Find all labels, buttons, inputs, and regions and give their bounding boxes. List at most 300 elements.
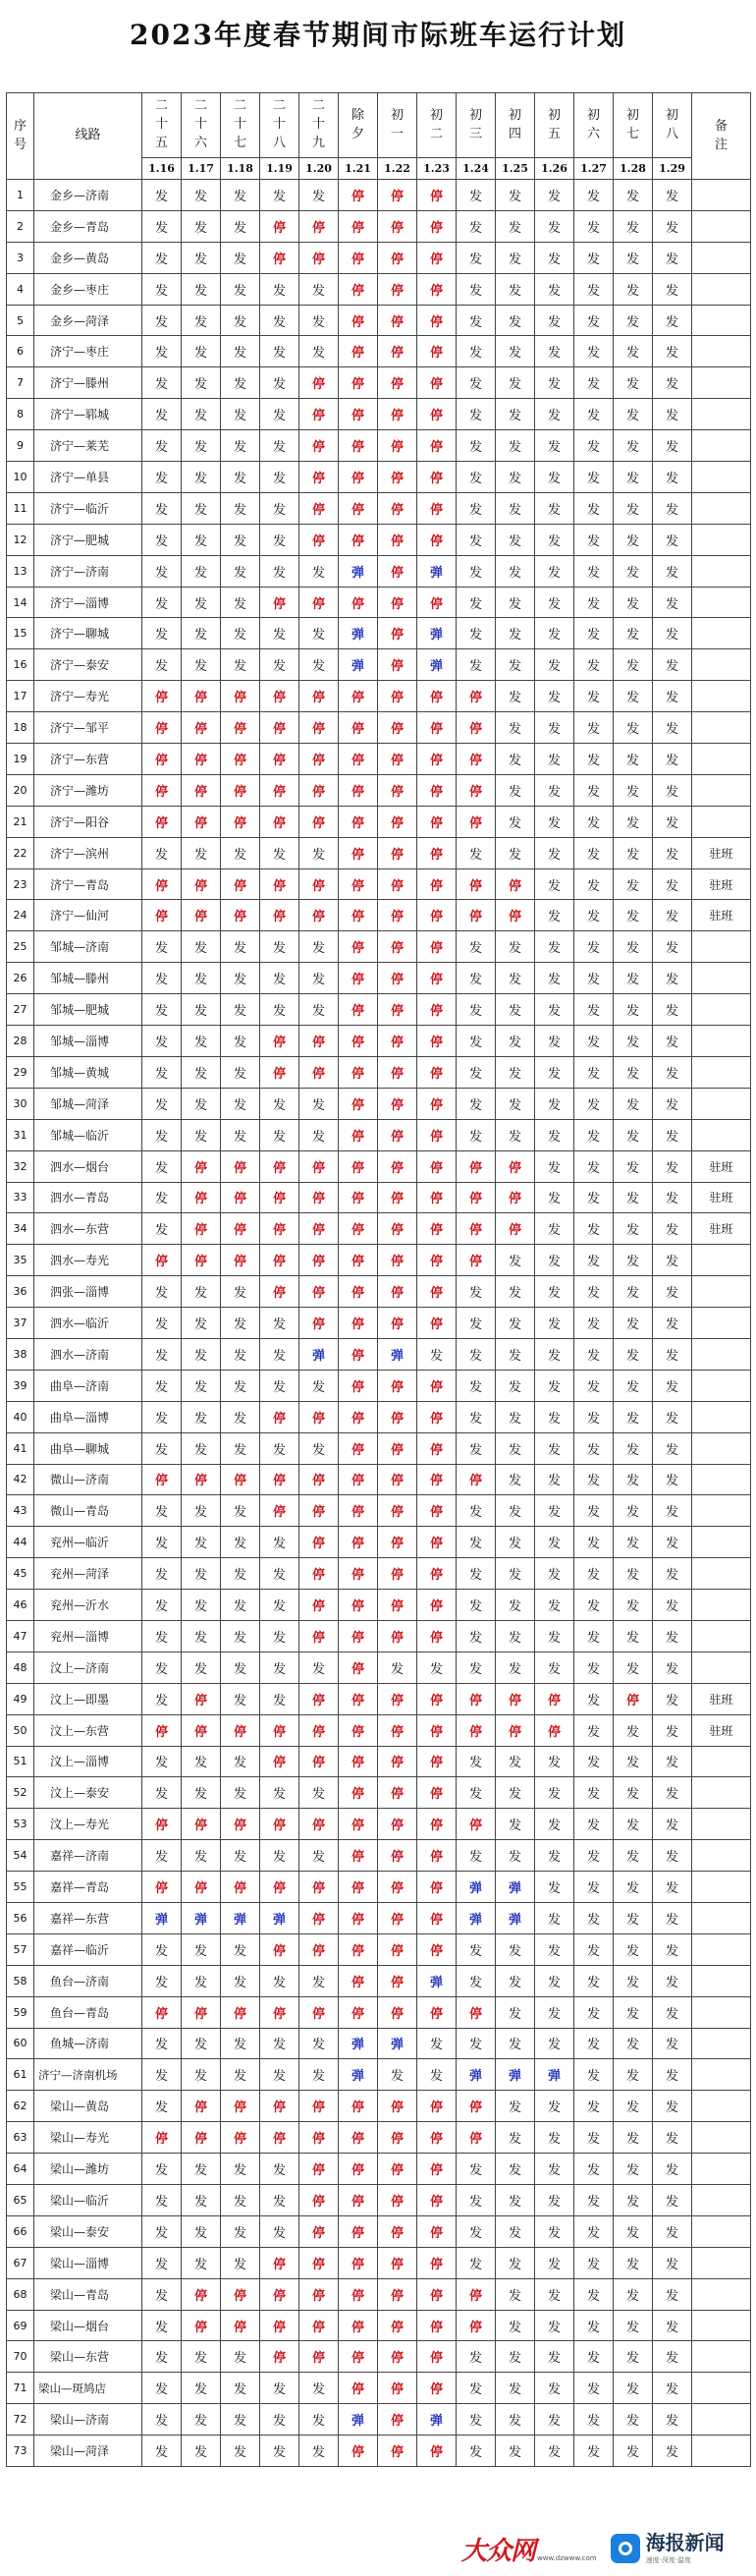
status-cell: 停: [417, 900, 457, 931]
status-cell: 发: [182, 242, 221, 273]
status-cell: 停: [221, 1714, 260, 1746]
status-cell: 发: [496, 1056, 535, 1088]
table-row: [7, 1464, 751, 1495]
status-cell: 停: [339, 931, 378, 963]
row-number: 28: [7, 1026, 34, 1057]
status-cell: 发: [182, 1933, 221, 1965]
note-cell: [692, 1026, 751, 1057]
status-cell: 发: [496, 2122, 535, 2154]
note-cell: [692, 744, 751, 775]
status-cell: 停: [417, 1276, 457, 1308]
status-cell: 弹: [339, 2059, 378, 2091]
status-cell: 停: [339, 492, 378, 524]
status-cell: 停: [142, 868, 182, 900]
header-day: 初 三: [457, 93, 496, 158]
status-cell: 停: [378, 1683, 417, 1714]
route-name: 梁山—潍坊: [34, 2154, 142, 2185]
status-cell: 停: [417, 1182, 457, 1213]
table-row: [7, 806, 751, 837]
status-cell: 发: [182, 1558, 221, 1590]
status-cell: 停: [142, 1464, 182, 1495]
table-row: [7, 1527, 751, 1558]
status-cell: 停: [260, 681, 299, 712]
status-cell: 发: [142, 1590, 182, 1621]
note-cell: [692, 1933, 751, 1965]
header-date: 1.23: [417, 158, 457, 180]
status-cell: 发: [260, 2373, 299, 2404]
route-name: 曲阜—济南: [34, 1370, 142, 1401]
status-cell: 停: [378, 305, 417, 336]
status-cell: 发: [221, 1558, 260, 1590]
status-cell: 停: [457, 1150, 496, 1182]
status-cell: 发: [574, 868, 614, 900]
status-cell: 停: [260, 242, 299, 273]
status-cell: 停: [182, 1683, 221, 1714]
status-cell: 发: [574, 587, 614, 618]
route-name: 梁山—泰安: [34, 2215, 142, 2247]
status-cell: 停: [299, 462, 339, 493]
status-cell: 发: [182, 1026, 221, 1057]
note-cell: [692, 2185, 751, 2216]
status-cell: 停: [417, 1809, 457, 1840]
status-cell: 发: [574, 1933, 614, 1965]
status-cell: 发: [653, 1590, 692, 1621]
table-row: [7, 774, 751, 806]
status-cell: 停: [299, 774, 339, 806]
status-cell: 发: [653, 1056, 692, 1088]
status-cell: 停: [378, 1119, 417, 1150]
status-cell: 发: [496, 2310, 535, 2341]
note-cell: [692, 242, 751, 273]
status-cell: 停: [378, 2436, 417, 2467]
status-cell: 停: [417, 1996, 457, 2028]
route-name: 金乡—青岛: [34, 210, 142, 242]
status-cell: 发: [535, 1558, 574, 1590]
status-cell: 发: [457, 1088, 496, 1119]
route-name: 微山—济南: [34, 1464, 142, 1495]
status-cell: 发: [142, 462, 182, 493]
table-row: [7, 2278, 751, 2310]
status-cell: 发: [653, 1182, 692, 1213]
status-cell: 停: [378, 1308, 417, 1339]
row-number: 3: [7, 242, 34, 273]
status-cell: 发: [574, 963, 614, 994]
table-row: [7, 1245, 751, 1276]
status-cell: 发: [457, 462, 496, 493]
table-row: [7, 1714, 751, 1746]
route-name: 汶上—淄博: [34, 1746, 142, 1777]
route-name: 汶上—寿光: [34, 1809, 142, 1840]
status-cell: 发: [653, 2185, 692, 2216]
header-date: 1.21: [339, 158, 378, 180]
status-cell: 停: [417, 2185, 457, 2216]
header-day: 初 一: [378, 93, 417, 158]
status-cell: 停: [299, 2310, 339, 2341]
status-cell: 发: [142, 994, 182, 1026]
status-cell: 发: [614, 1840, 653, 1872]
status-cell: 停: [299, 1872, 339, 1903]
status-cell: 发: [535, 618, 574, 649]
status-cell: 发: [574, 524, 614, 555]
status-cell: 发: [142, 1683, 182, 1714]
route-name: 金乡—枣庄: [34, 273, 142, 305]
status-cell: 发: [299, 555, 339, 587]
status-cell: 发: [142, 2373, 182, 2404]
status-cell: 发: [457, 994, 496, 1026]
status-cell: 发: [260, 336, 299, 367]
status-cell: 发: [574, 1213, 614, 1245]
status-cell: 停: [221, 1872, 260, 1903]
status-cell: 发: [614, 2215, 653, 2247]
table-row: [7, 681, 751, 712]
header-note: 备 注: [692, 93, 751, 180]
status-cell: 停: [378, 242, 417, 273]
route-name: 济宁—济南机场: [34, 2059, 142, 2091]
status-cell: 发: [221, 1276, 260, 1308]
status-cell: 停: [260, 1150, 299, 1182]
table-row: [7, 1840, 751, 1872]
status-cell: 发: [496, 305, 535, 336]
status-cell: 发: [614, 336, 653, 367]
route-name: 鱼台—济南: [34, 1965, 142, 1996]
status-cell: 发: [457, 2404, 496, 2436]
row-number: 32: [7, 1150, 34, 1182]
status-cell: 弹: [339, 649, 378, 681]
status-cell: 发: [378, 2059, 417, 2091]
status-cell: 发: [142, 1746, 182, 1777]
status-cell: 发: [142, 1026, 182, 1057]
row-number: 60: [7, 2028, 34, 2059]
status-cell: 发: [260, 1590, 299, 1621]
status-cell: 发: [653, 2059, 692, 2091]
table-row: [7, 180, 751, 211]
header-date: 1.16: [142, 158, 182, 180]
row-number: 55: [7, 1872, 34, 1903]
status-cell: 停: [260, 1401, 299, 1432]
status-cell: 停: [496, 868, 535, 900]
status-cell: 停: [260, 1495, 299, 1527]
status-cell: 发: [574, 1495, 614, 1527]
row-number: 47: [7, 1620, 34, 1652]
status-cell: 停: [299, 1401, 339, 1432]
status-cell: 发: [535, 1777, 574, 1809]
table-row: [7, 242, 751, 273]
note-cell: [692, 1308, 751, 1339]
status-cell: 发: [457, 1652, 496, 1683]
status-cell: 停: [339, 1777, 378, 1809]
status-cell: 停: [142, 774, 182, 806]
status-cell: 发: [653, 1872, 692, 1903]
status-cell: 发: [653, 774, 692, 806]
status-cell: 发: [182, 618, 221, 649]
status-cell: 发: [182, 430, 221, 462]
status-cell: 停: [221, 1182, 260, 1213]
route-name: 泗水—临沂: [34, 1308, 142, 1339]
status-cell: 发: [221, 649, 260, 681]
note-cell: [692, 1370, 751, 1401]
status-cell: 停: [339, 1056, 378, 1088]
route-name: 梁山—淄博: [34, 2247, 142, 2278]
status-cell: 发: [182, 2247, 221, 2278]
status-cell: 发: [653, 2278, 692, 2310]
status-cell: 发: [574, 1401, 614, 1432]
status-cell: 发: [221, 462, 260, 493]
status-cell: 停: [339, 1276, 378, 1308]
table-row: [7, 524, 751, 555]
route-name: 汶上—泰安: [34, 1777, 142, 1809]
table-row: [7, 336, 751, 367]
route-name: 邹城—济南: [34, 931, 142, 963]
status-cell: 弹: [339, 2404, 378, 2436]
status-cell: 停: [417, 963, 457, 994]
status-cell: 发: [574, 2059, 614, 2091]
route-name: 汶上—即墨: [34, 1683, 142, 1714]
note-cell: [692, 1245, 751, 1276]
note-cell: [692, 2278, 751, 2310]
table-row: [7, 900, 751, 931]
status-cell: 停: [457, 1996, 496, 2028]
table-row: [7, 1996, 751, 2028]
status-cell: 停: [457, 1464, 496, 1495]
status-cell: 发: [457, 210, 496, 242]
status-cell: 停: [339, 2341, 378, 2373]
status-cell: 停: [182, 681, 221, 712]
status-cell: 发: [457, 1495, 496, 1527]
status-cell: 停: [260, 2091, 299, 2122]
status-cell: 停: [339, 399, 378, 430]
status-cell: 停: [339, 774, 378, 806]
status-cell: 发: [496, 1558, 535, 1590]
status-cell: 发: [574, 2028, 614, 2059]
status-cell: 发: [574, 744, 614, 775]
status-cell: 发: [574, 367, 614, 399]
status-cell: 发: [574, 2185, 614, 2216]
status-cell: 发: [299, 1088, 339, 1119]
status-cell: 停: [496, 1683, 535, 1714]
route-name: 邹城—淄博: [34, 1026, 142, 1057]
status-cell: 发: [614, 1872, 653, 1903]
status-cell: 停: [417, 1088, 457, 1119]
status-cell: 发: [182, 1432, 221, 1464]
status-cell: 发: [457, 1401, 496, 1432]
table-row: [7, 1182, 751, 1213]
table-row: [7, 931, 751, 963]
header-date: 1.19: [260, 158, 299, 180]
status-cell: 停: [417, 430, 457, 462]
route-name: 鱼城—济南: [34, 2028, 142, 2059]
status-cell: 发: [614, 1902, 653, 1933]
row-number: 4: [7, 273, 34, 305]
status-cell: 发: [299, 1119, 339, 1150]
status-cell: 停: [299, 2341, 339, 2373]
status-cell: 发: [496, 2091, 535, 2122]
status-cell: 发: [182, 1495, 221, 1527]
status-cell: 停: [260, 1056, 299, 1088]
status-cell: 停: [417, 1026, 457, 1057]
status-cell: 发: [260, 1558, 299, 1590]
row-number: 44: [7, 1527, 34, 1558]
status-cell: 发: [574, 1150, 614, 1182]
note-cell: 驻班: [692, 1150, 751, 1182]
table-row: [7, 399, 751, 430]
status-cell: 发: [457, 180, 496, 211]
status-cell: 发: [653, 744, 692, 775]
status-cell: 停: [339, 305, 378, 336]
status-cell: 发: [182, 2341, 221, 2373]
status-cell: 发: [142, 1276, 182, 1308]
route-name: 金乡—菏泽: [34, 305, 142, 336]
row-number: 15: [7, 618, 34, 649]
status-cell: 发: [574, 1777, 614, 1809]
status-cell: 停: [221, 2310, 260, 2341]
status-cell: 停: [299, 367, 339, 399]
row-number: 68: [7, 2278, 34, 2310]
status-cell: 发: [653, 649, 692, 681]
status-cell: 停: [142, 1714, 182, 1746]
status-cell: 停: [299, 1056, 339, 1088]
status-cell: 发: [535, 2341, 574, 2373]
status-cell: 发: [574, 555, 614, 587]
status-cell: 发: [221, 399, 260, 430]
status-cell: 发: [457, 1119, 496, 1150]
route-name: 嘉祥—临沂: [34, 1933, 142, 1965]
status-cell: 发: [260, 492, 299, 524]
status-cell: 停: [339, 2185, 378, 2216]
status-cell: 发: [614, 1026, 653, 1057]
status-cell: 发: [221, 1308, 260, 1339]
status-cell: 发: [535, 1965, 574, 1996]
status-cell: 停: [182, 2278, 221, 2310]
status-cell: 发: [614, 524, 653, 555]
status-cell: 停: [260, 1746, 299, 1777]
table-row: [7, 2028, 751, 2059]
status-cell: 停: [378, 931, 417, 963]
row-number: 56: [7, 1902, 34, 1933]
status-cell: 发: [496, 1370, 535, 1401]
status-cell: 弹: [417, 2404, 457, 2436]
status-cell: 发: [614, 1495, 653, 1527]
status-cell: 停: [299, 900, 339, 931]
header-date: 1.22: [378, 158, 417, 180]
table-row: [7, 1495, 751, 1527]
status-cell: 发: [614, 1119, 653, 1150]
status-cell: 发: [614, 1527, 653, 1558]
status-cell: 发: [614, 1464, 653, 1495]
note-cell: [692, 555, 751, 587]
route-name: 梁山—东营: [34, 2341, 142, 2373]
status-cell: 停: [339, 1464, 378, 1495]
status-cell: 发: [221, 1840, 260, 1872]
status-cell: 发: [574, 2436, 614, 2467]
status-cell: 发: [299, 1432, 339, 1464]
status-cell: 发: [182, 1620, 221, 1652]
status-cell: 停: [299, 1213, 339, 1245]
status-cell: 停: [378, 399, 417, 430]
status-cell: 发: [535, 1590, 574, 1621]
header-day: 初 六: [574, 93, 614, 158]
status-cell: 发: [496, 336, 535, 367]
status-cell: 发: [260, 1620, 299, 1652]
header-date: 1.20: [299, 158, 339, 180]
status-cell: 发: [574, 1746, 614, 1777]
status-cell: 发: [221, 2247, 260, 2278]
status-cell: 发: [653, 305, 692, 336]
status-cell: 发: [457, 1965, 496, 1996]
status-cell: 发: [535, 492, 574, 524]
status-cell: 发: [574, 774, 614, 806]
status-cell: 发: [378, 1652, 417, 1683]
status-cell: 发: [182, 462, 221, 493]
table-row: [7, 2247, 751, 2278]
status-cell: 发: [221, 931, 260, 963]
status-cell: 发: [260, 1432, 299, 1464]
route-name: 泗水—青岛: [34, 1182, 142, 1213]
table-row: [7, 367, 751, 399]
route-name: 济宁—滕州: [34, 367, 142, 399]
status-cell: 发: [260, 462, 299, 493]
table-row: [7, 1746, 751, 1777]
note-cell: [692, 1996, 751, 2028]
row-number: 22: [7, 837, 34, 868]
status-cell: 发: [221, 1746, 260, 1777]
status-cell: 发: [221, 2404, 260, 2436]
status-cell: 停: [339, 806, 378, 837]
status-cell: 发: [535, 1620, 574, 1652]
note-cell: [692, 1119, 751, 1150]
status-cell: 发: [182, 273, 221, 305]
status-cell: 发: [574, 1620, 614, 1652]
status-cell: 发: [496, 462, 535, 493]
status-cell: 发: [574, 1683, 614, 1714]
status-cell: 发: [457, 2154, 496, 2185]
table-row: [7, 2310, 751, 2341]
route-name: 济宁—青岛: [34, 868, 142, 900]
note-cell: [692, 2341, 751, 2373]
route-name: 泗水—东营: [34, 1213, 142, 1245]
status-cell: 停: [299, 430, 339, 462]
note-cell: [692, 618, 751, 649]
table-row: [7, 2436, 751, 2467]
status-cell: 发: [221, 555, 260, 587]
status-cell: 停: [299, 744, 339, 775]
status-cell: 发: [299, 2404, 339, 2436]
row-number: 10: [7, 462, 34, 493]
status-cell: 停: [378, 1150, 417, 1182]
status-cell: 发: [614, 1308, 653, 1339]
status-cell: 发: [496, 1996, 535, 2028]
status-cell: 发: [260, 1652, 299, 1683]
note-cell: [692, 2310, 751, 2341]
status-cell: 发: [142, 430, 182, 462]
status-cell: 弹: [457, 1872, 496, 1903]
header-date: 1.29: [653, 158, 692, 180]
status-cell: 发: [653, 1965, 692, 1996]
route-name: 济宁—滨州: [34, 837, 142, 868]
row-number: 37: [7, 1308, 34, 1339]
status-cell: 发: [574, 2215, 614, 2247]
status-cell: 发: [260, 618, 299, 649]
route-name: 兖州—淄博: [34, 1620, 142, 1652]
status-cell: 发: [142, 1840, 182, 1872]
status-cell: 停: [378, 681, 417, 712]
table-row: [7, 618, 751, 649]
status-cell: 停: [339, 2215, 378, 2247]
status-cell: 发: [182, 1527, 221, 1558]
note-cell: [692, 1809, 751, 1840]
status-cell: 发: [614, 587, 653, 618]
status-cell: 停: [182, 1245, 221, 1276]
status-cell: 停: [339, 1683, 378, 1714]
